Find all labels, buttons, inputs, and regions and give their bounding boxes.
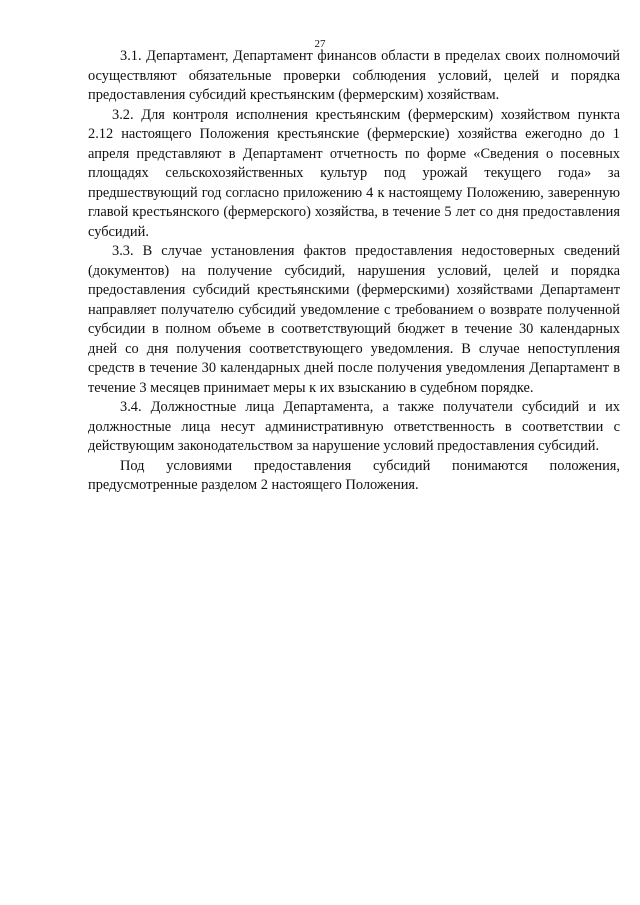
paragraph-3-2: 3.2. Для контроля исполнения крестьянским (фермерским) хозяйством пункта 2.12 настоящего Положения крестьянские (фермерские) хозяйства ежегодно до 1 апреля представляют в Департамент отчетность по форме «Сведения о посевных площадях сельскохозяйственных культур под урожай текущего года» за предшествующий год согласно приложению 4 к настоящему Положению, заверенную главой крестьянского (фермерского) хозяйства, в течение 5 лет со дня предоставления субсидий.: [88, 106, 620, 240]
paragraph-conditions: Под условиями предоставления субсидий понимаются положения, предусмотренные разделом 2 настоящего Положения.: [88, 457, 620, 493]
paragraph-3-3: 3.3. В случае установления фактов предоставления недостоверных сведений (документов) на получение субсидий, нарушения условий, целей и порядка предоставления субсидий крестьянскими (фермерскими) хозяйствами Департамент направляет получателю субсидий уведомление с требованием о возврате полученной субсидии в полном объеме в соответствующий бюджет в течение 30 календарных дней со дня получения соответствующего уведомления. В случае непоступления средств в течение 30 календарных дней после получения уведомления Департамент в течение 3 месяцев принимает меры к их взысканию в судебном порядке.: [88, 243, 620, 396]
page-number: 27: [314, 38, 326, 50]
paragraph-3-4: 3.4. Должностные лица Департамента, а также получатели субсидий и их должностные лица несут административную ответственность в соответствии с действующим законодательством за нарушение условий предоставления субсидий.: [88, 399, 620, 454]
paragraph-3-1: 3.1. Департамент, Департамент финансов области в пределах своих полномочий осуществляют обязательные проверки соблюдения условий, целей и порядка предоставления субсидий крестьянским (фермерским) хозяйствам.: [88, 48, 620, 103]
document-body: [88, 47, 620, 496]
